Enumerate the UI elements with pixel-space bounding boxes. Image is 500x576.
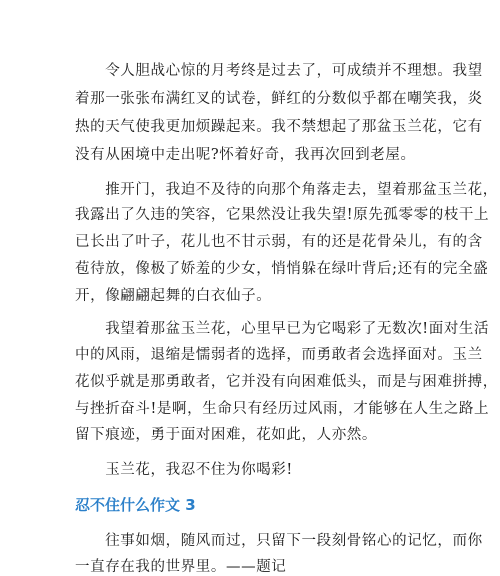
paragraph-2-line-4: 苞待放，像极了娇羞的少女，悄悄躲在绿叶背后;还有的完全盛 xyxy=(75,261,489,277)
paragraph-2-line-1: 推开门，我迫不及待的向那个角落走去，望着那盆玉兰花， xyxy=(75,182,498,198)
paragraph-2-line-5: 开，像翩翩起舞的白衣仙子。 xyxy=(75,288,272,304)
paragraph-1-line-2: 着那一张张布满红叉的试卷，鲜红的分数似乎都在嘲笑我，炎 xyxy=(75,91,483,107)
paragraph-4-line-1: 玉兰花，我忍不住为你喝彩! xyxy=(75,462,293,478)
paragraph-1-line-3: 热的天气使我更加烦躁起来。我不禁想起了那盆玉兰花，它有 xyxy=(75,119,483,135)
paragraph-1-line-4: 没有从困境中走出呢?怀着好奇，我再次回到老屋。 xyxy=(75,147,416,163)
paragraph-2-line-3: 已长出了叶子，花儿也不甘示弱，有的还是花骨朵儿，有的含 xyxy=(75,234,483,250)
next-paragraph-line-2: 一直存在我的世界里。——题记 xyxy=(75,559,287,575)
paragraph-3-line-2: 中的风雨，退缩是懦弱者的选择，而勇敢者会选择面对。玉兰 xyxy=(75,347,483,363)
paragraph-3-line-5: 留下痕迹，勇于面对困难，花如此，人亦然。 xyxy=(75,427,377,443)
paragraph-1-line-1: 令人胆战心惊的月考终是过去了，可成绩并不理想。我望 xyxy=(75,63,483,79)
paragraph-3-line-3: 花似乎就是那勇敢者，它并没有向困难低头，而是与困难拼搏， xyxy=(75,374,498,390)
paragraph-2-line-2: 我露出了久违的笑容，它果然没让我失望!原先孤零零的枝干上 xyxy=(75,207,490,223)
section-heading: 忍不住什么作文 3 xyxy=(75,496,196,514)
paragraph-3-line-4: 与挫折奋斗!是啊，生命只有经历过风雨，才能够在人生之路上 xyxy=(75,401,490,417)
paragraph-3-line-1: 我望着那盆玉兰花，心里早已为它喝彩了无数次!面对生活 xyxy=(75,321,490,337)
next-paragraph-line-1: 往事如烟，随风而过，只留下一段刻骨铭心的记忆，而你 xyxy=(75,533,483,549)
